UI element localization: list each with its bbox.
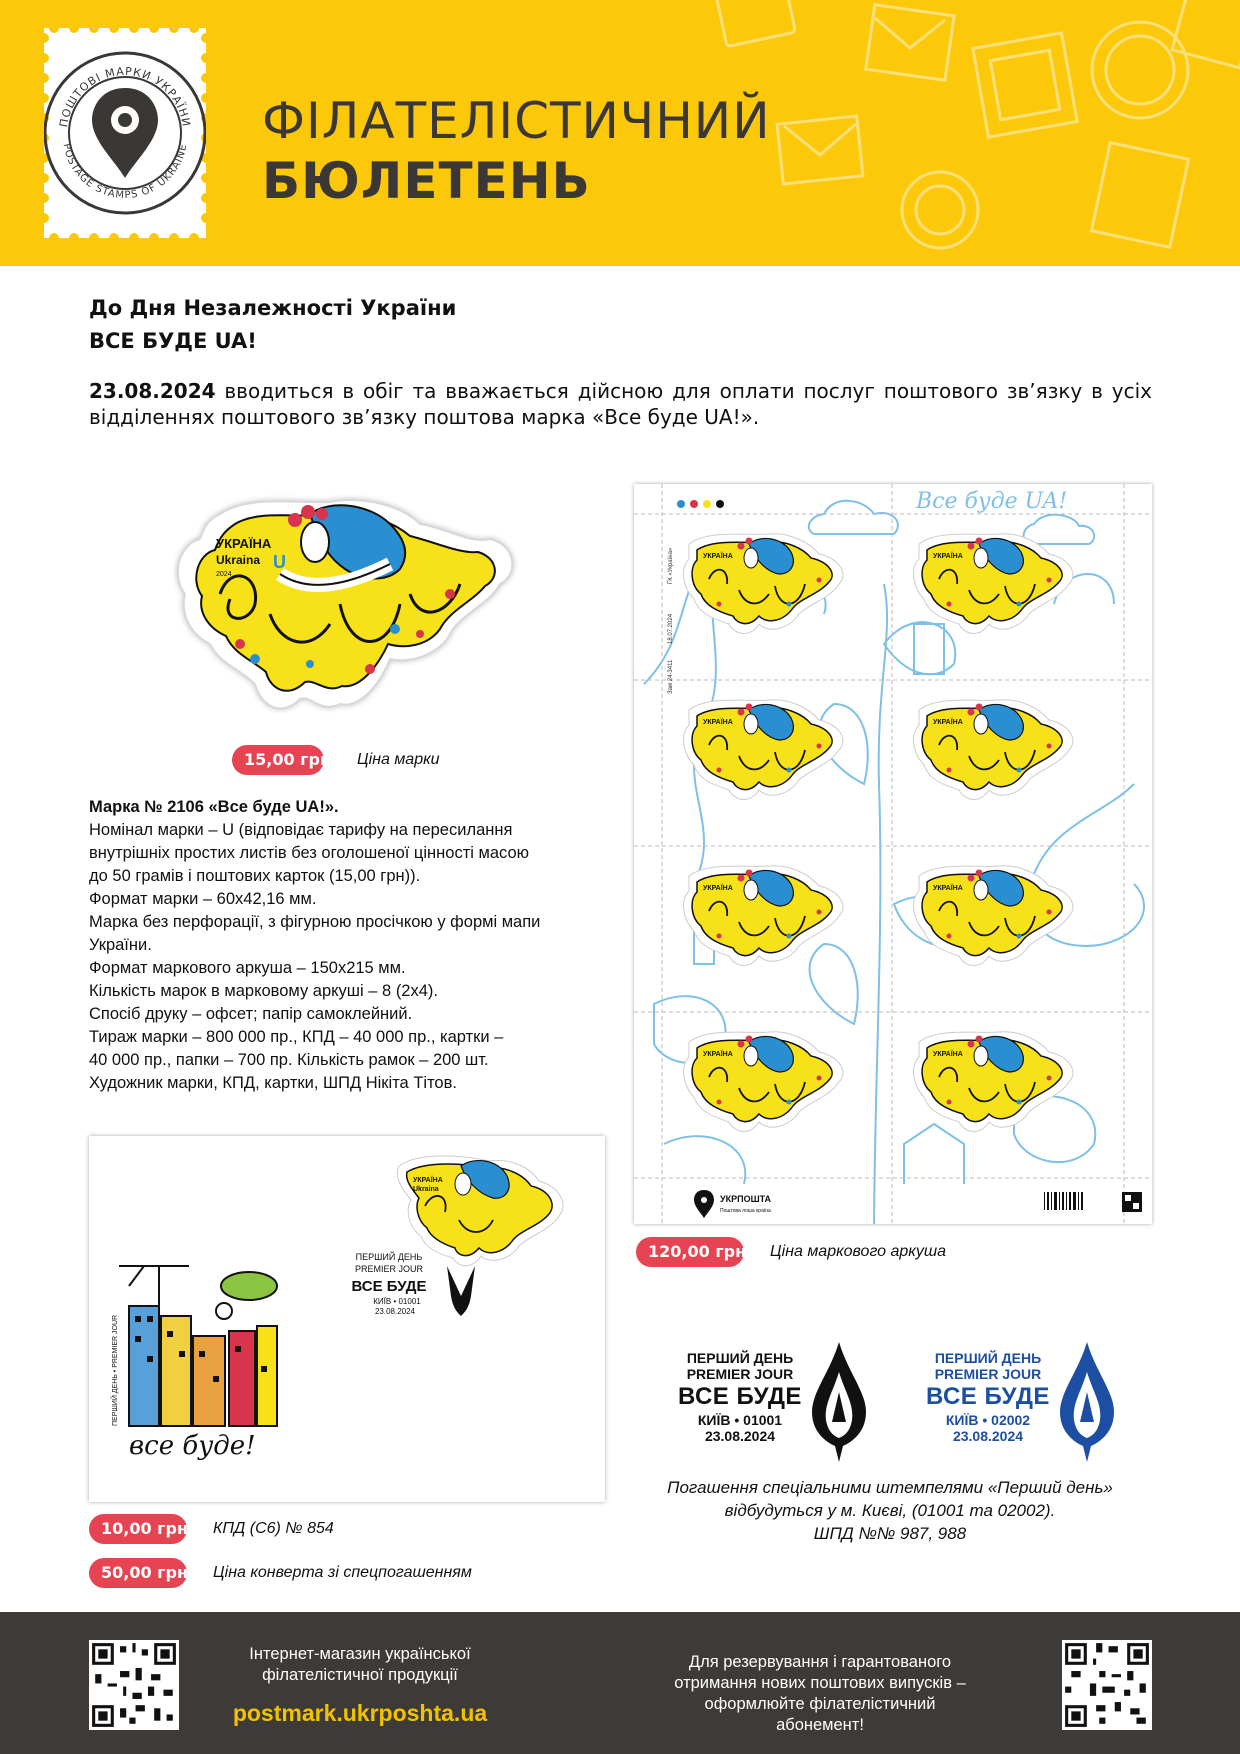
svg-text:2024: 2024 (216, 571, 232, 578)
intro-paragraph (89, 378, 1152, 430)
svg-text:18.07.2024: 18.07.2024 (668, 613, 674, 644)
postmark-01001: ПЕРШИЙ ДЕНЬ PREMIER JOUR ВСЕ БУДЕ КИЇВ • 01001 23.08.2024 (678, 1350, 802, 1444)
svg-text:Ukraina: Ukraina (413, 1186, 439, 1193)
stamp-image (160, 484, 530, 734)
svg-text:23.08.2024: 23.08.2024 (374, 1307, 416, 1316)
svg-text:Поштова лоша країна: Поштова лоша країна (720, 1208, 771, 1214)
specs-line: 40 000 пр., папки – 700 пр. Кількість рамок – 200 шт. (89, 1051, 489, 1069)
specs-line: внутрішніх простих листів без оголошеної цінності масою (89, 844, 530, 862)
intro-section (89, 292, 1152, 430)
specs-title: Марка № 2106 «Все буде UA!». (89, 798, 339, 816)
svg-text:КИЇВ • 01001: КИЇВ • 01001 (373, 1297, 421, 1306)
shop-link[interactable]: postmark.ukrposhta.ua (232, 1700, 488, 1726)
svg-text:ВСЕ БУДЕ: ВСЕ БУДЕ (351, 1278, 427, 1295)
bulletin-header (0, 0, 1240, 266)
stamp-sheet-image: УКРАЇНА Все буде UA! ГК «Україна» 18.07.2024 Зам 24-3411 УКРПОШТА Поштова лоша країна (634, 484, 1152, 1224)
sheet-price-caption: Ціна маркового аркуша (770, 1243, 947, 1260)
svg-text:ПЕРШИЙ ДЕНЬ: ПЕРШИЙ ДЕНЬ (355, 1252, 423, 1262)
stamp-price-caption: Ціна марки (357, 751, 440, 768)
issue-date: 23.08.2024 (89, 379, 216, 403)
intro-heading2: ВСЕ БУДЕ UA! (89, 329, 257, 353)
specs-line: Спосіб друку – офсет; папір самоклейний. (89, 1005, 413, 1023)
svg-text:УКРПОШТА: УКРПОШТА (720, 1194, 772, 1204)
postmark-note: Погашення спеціальними штемпелями «Перший день» відбудуться у м. Києві, (01001 та 02002). ШПД №№ 987, 988 (667, 1478, 1113, 1543)
envelope-caption: КПД (С6) № 854 (213, 1520, 334, 1537)
svg-text:ПЕРШИЙ ДЕНЬ • PREMIER JOUR: ПЕРШИЙ ДЕНЬ • PREMIER JOUR (112, 1314, 119, 1426)
svg-text:PREMIER JOUR: PREMIER JOUR (354, 1264, 424, 1274)
trident-icon (1056, 1342, 1118, 1462)
envelope-cancelled-price-badge: 50,00 грн (89, 1558, 187, 1588)
qr-code-shop[interactable] (89, 1640, 179, 1730)
svg-text:Все буде UA!: Все буде UA! (916, 489, 1068, 514)
specs-line: Кількість марок в марковому аркуші – 8 (2х4). (89, 982, 438, 1000)
footer (0, 1612, 1240, 1754)
subscription-text: Для резервування і гарантованого отримання нових поштових випусків – оформлюйте філателістичний абонемент! (674, 1653, 966, 1734)
trident-icon (808, 1342, 870, 1462)
qr-code-subscription[interactable] (1062, 1640, 1152, 1730)
specs-line: України. (89, 936, 152, 954)
specs-line: Формат маркового аркуша – 150х215 мм. (89, 959, 406, 977)
envelope-price-badge: 10,00 грн (89, 1514, 187, 1544)
svg-text:POSTAGE STAMPS OF UKRAINE: POSTAGE STAMPS OF UKRAINE (60, 142, 190, 202)
svg-text:Зам 24-3411: Зам 24-3411 (668, 659, 674, 694)
specs-line: Марка без перфорації, з фігурною просічкою у формі мапи (89, 913, 541, 931)
bulletin-title-line1: ФІЛАТЕЛІСТИЧНИЙ (262, 92, 771, 150)
specs-line: Формат марки – 60х42,16 мм. (89, 890, 317, 908)
postmark-02002: ПЕРШИЙ ДЕНЬ PREMIER JOUR ВСЕ БУДЕ КИЇВ • 02002 23.08.2024 (926, 1350, 1050, 1444)
svg-text:УКРАЇНА: УКРАЇНА (413, 1177, 443, 1184)
svg-text:U: U (273, 552, 286, 572)
envelope-cancelled-caption: Ціна конверта зі спецпогашенням (213, 1564, 472, 1581)
specs-line: до 50 грамів і поштових карток (15,00 грн)). (89, 867, 421, 885)
first-day-envelope-image (89, 1136, 605, 1502)
intro-text: вводиться в обіг та вважається дійсною для оплати послуг поштового зв’язку в усіх відділеннях поштового зв’язку поштова марка «Все буде UA!». (89, 379, 1152, 429)
specs-line: Номінал марки – U (відповідає тарифу на пересилання (89, 821, 513, 839)
svg-text:Ukraina: Ukraina (216, 553, 261, 567)
svg-text:ПОШТОВІ МАРКИ УКРАЇНИ: ПОШТОВІ МАРКИ УКРАЇНИ (57, 64, 193, 129)
stamp-price-badge: 15,00 грн (232, 745, 324, 775)
svg-text:УКРАЇНА: УКРАЇНА (216, 536, 272, 551)
svg-text:ГК «Україна»: ГК «Україна» (668, 547, 674, 584)
intro-heading1: До Дня Незалежності України (89, 296, 457, 320)
shop-description: Інтернет-магазин української філателістичної продукції (249, 1645, 471, 1684)
ukrposhta-logo-stamp (44, 28, 206, 238)
stamp-specifications (89, 796, 609, 1095)
specs-line: Художник марки, КПД, картки, ШПД Нікіта Тітов. (89, 1074, 457, 1092)
bulletin-title-line2: БЮЛЕТЕНЬ (262, 152, 591, 210)
svg-text:все буде!: все буде! (129, 1431, 256, 1461)
specs-line: Тираж марки – 800 000 пр., КПД – 40 000 пр., картки – (89, 1028, 504, 1046)
sheet-price-badge: 120,00 грн (636, 1237, 744, 1267)
